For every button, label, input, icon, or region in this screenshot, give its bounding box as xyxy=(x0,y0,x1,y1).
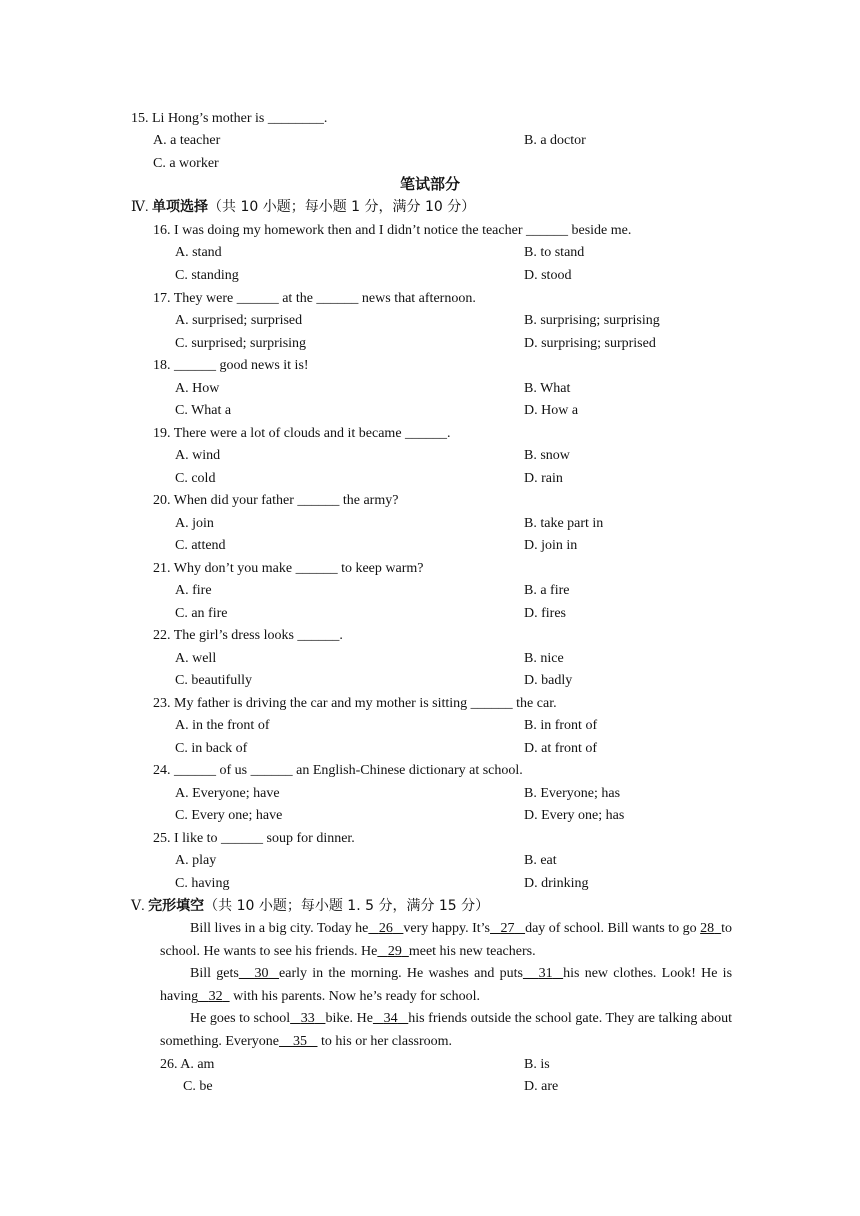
section-5-note: （共 10 小题；每小题 1. 5 分，满分 15 分） xyxy=(204,898,490,914)
option-c: C. beautifully xyxy=(175,673,252,688)
option-a: A. wind xyxy=(175,448,221,463)
option-d: D. badly xyxy=(524,673,573,688)
option-d: D. join in xyxy=(524,538,578,553)
option-a: A. in the front of xyxy=(175,718,270,733)
blank-29: 29 xyxy=(387,943,402,959)
question-stem: 17. They were ______ at the ______ news that afternoon. xyxy=(153,291,476,306)
option-a: A. well xyxy=(175,651,217,666)
option-a: A. surprised; surprised xyxy=(175,313,303,328)
section-4-note: （共 10 小题；每小题 1 分，满分 10 分） xyxy=(208,199,476,215)
option-c: C. cold xyxy=(175,471,216,486)
option-c: C. an fire xyxy=(175,606,228,621)
option-a: A. play xyxy=(175,853,217,868)
question-stem: 22. The girl’s dress looks ______. xyxy=(153,628,343,643)
question-stem: 24. ______ of us ______ an English-Chinese dictionary at school. xyxy=(153,763,523,778)
option-c: C. surprised; surprising xyxy=(175,336,307,351)
blank-27: 27 xyxy=(500,921,515,936)
option-b: B. Everyone; has xyxy=(524,786,621,801)
question-stem: 25. I like to ______ soup for dinner. xyxy=(153,831,355,846)
section-5-heading xyxy=(131,897,489,916)
section-5-number: Ⅴ. xyxy=(131,899,149,914)
option-b: B. take part in xyxy=(524,516,604,531)
question-26-option-b: B. is xyxy=(524,1057,550,1072)
option-a: A. Everyone; have xyxy=(175,786,280,801)
written-part-title: 笔试部分 xyxy=(399,175,460,193)
cloze-paragraph-1: Bill lives in a big city. Today he 26 very happy. It’s 27 day of school. Bill wants to go 28 to school. He wants to see his friends. He 29 meet his new teachers. xyxy=(160,921,733,959)
cloze-paragraph-2: Bill gets 30 early in the morning. He washes and puts 31 his new clothes. Look! He is having 32 with his parents. Now he’s ready for school. xyxy=(160,966,733,1004)
section-4-number: Ⅳ. xyxy=(131,200,152,215)
option-b: B. snow xyxy=(524,448,570,463)
question-15-option-b: B. a doctor xyxy=(524,133,586,148)
option-a: A. join xyxy=(175,516,214,531)
section-4-heading xyxy=(131,198,475,217)
option-c: C. having xyxy=(175,876,230,891)
blank-33: 33 xyxy=(300,1011,315,1026)
option-b: B. eat xyxy=(524,853,557,868)
option-d: D. How a xyxy=(524,403,579,418)
option-c: C. Every one; have xyxy=(175,808,283,823)
cloze-passage xyxy=(160,918,732,1053)
option-d: D. rain xyxy=(524,471,563,486)
option-a: A. stand xyxy=(175,245,222,260)
question-stem: 20. When did your father ______ the army? xyxy=(153,493,399,508)
blank-26: 26 xyxy=(378,921,393,936)
option-d: D. at front of xyxy=(524,741,598,756)
option-c: C. in back of xyxy=(175,741,248,756)
option-b: B. nice xyxy=(524,651,564,666)
section-4-name: 单项选择 xyxy=(152,199,208,215)
option-b: B. a fire xyxy=(524,583,570,598)
blank-32: 32 xyxy=(208,988,223,1004)
question-26-option-d: D. are xyxy=(524,1079,559,1094)
option-d: D. fires xyxy=(524,606,566,621)
option-d: D. stood xyxy=(524,268,572,283)
option-b: B. surprising; surprising xyxy=(524,313,660,328)
question-stem: 18. ______ good news it is! xyxy=(153,358,309,373)
cloze-paragraph-3: He goes to school 33 bike. He 34 his friends outside the school gate. They are talking about something. Everyone 35 to his or her classroom. xyxy=(160,1011,733,1049)
section-5-name: 完形填空 xyxy=(148,898,205,914)
question-stem: 19. There were a lot of clouds and it became ______. xyxy=(153,426,451,441)
option-b: B. to stand xyxy=(524,245,585,260)
question-15-option-c: C. a worker xyxy=(153,156,219,171)
option-c: C. What a xyxy=(175,403,232,418)
option-b: B. in front of xyxy=(524,718,598,733)
question-15-option-a: A. a teacher xyxy=(153,133,221,148)
question-stem: 23. My father is driving the car and my mother is sitting ______ the car. xyxy=(153,696,557,711)
blank-31: 31 xyxy=(538,966,553,981)
question-26-option-c: C. be xyxy=(183,1079,213,1094)
blank-35: 35 xyxy=(292,1033,307,1049)
option-d: D. surprising; surprised xyxy=(524,336,656,351)
blank-28: 28 xyxy=(700,921,715,936)
option-d: D. Every one; has xyxy=(524,808,625,823)
option-a: A. fire xyxy=(175,583,212,598)
option-b: B. What xyxy=(524,381,571,396)
blank-30: 30 xyxy=(254,966,269,981)
option-d: D. drinking xyxy=(524,876,589,891)
blank-34: 34 xyxy=(383,1011,398,1026)
question-stem: 21. Why don’t you make ______ to keep warm? xyxy=(153,561,424,576)
option-c: C. attend xyxy=(175,538,226,553)
question-stem: 16. I was doing my homework then and I didn’t notice the teacher ______ beside me. xyxy=(153,223,632,238)
question-26-stem: 26. A. am xyxy=(160,1057,215,1072)
question-15-stem: 15. Li Hong’s mother is ________. xyxy=(131,111,328,126)
option-c: C. standing xyxy=(175,268,239,283)
option-a: A. How xyxy=(175,381,220,396)
